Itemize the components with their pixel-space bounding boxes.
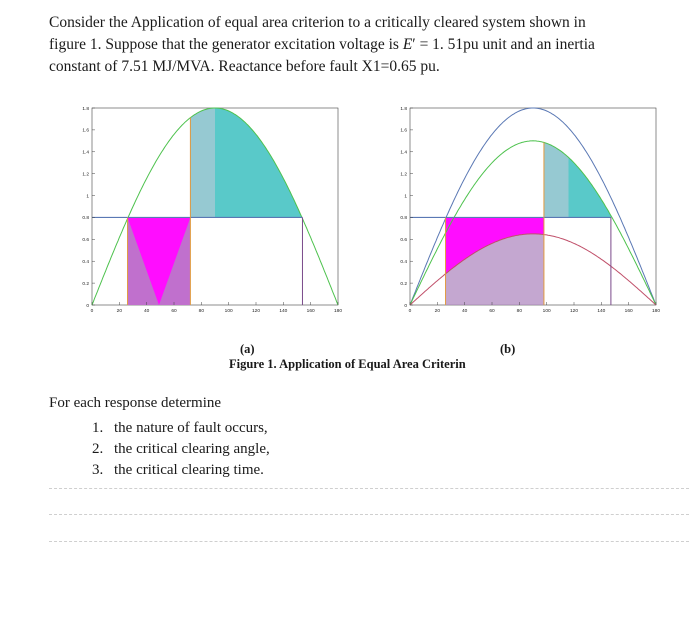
y-tick-label: 0.8 <box>400 216 407 222</box>
x-tick-label: 140 <box>597 309 606 314</box>
y-tick-label: 0.4 <box>82 260 89 266</box>
question-list <box>92 418 270 481</box>
y-tick-label: 0.2 <box>400 281 407 287</box>
problem-line-2 <box>49 34 687 56</box>
problem-line-3: constant of 7.51 MJ/MVA. Reactance before fault X1=0.65 pu. <box>49 58 440 75</box>
x-tick-label: 0 <box>408 309 412 314</box>
y-tick-label: 1.6 <box>400 128 407 134</box>
chart-b-svg <box>388 100 668 322</box>
problem-line-2a: figure 1. Suppose that the generator excitation voltage is <box>49 36 403 53</box>
x-tick-label: 40 <box>461 309 468 314</box>
x-tick-label: 80 <box>516 309 523 314</box>
x-tick-label: 120 <box>251 309 261 314</box>
problem-statement <box>49 12 687 78</box>
x-tick-label: 60 <box>489 309 495 314</box>
y-tick-label: 1.2 <box>82 172 89 178</box>
x-tick-label: 100 <box>542 309 551 314</box>
decelerating-highlight <box>190 108 215 217</box>
x-tick-label: 20 <box>116 309 123 314</box>
question-number: 2. <box>92 441 104 457</box>
y-tick-label: 0.4 <box>400 260 407 266</box>
y-tick-label: 0.6 <box>400 238 407 244</box>
x-tick-label: 120 <box>569 309 579 314</box>
x-tick-label: 20 <box>434 309 441 314</box>
voltage-symbol: E <box>402 36 413 53</box>
x-tick-label: 140 <box>279 309 288 314</box>
question-item <box>92 460 270 481</box>
answer-line[interactable] <box>49 541 689 542</box>
figure-label-a: (a) <box>240 342 255 356</box>
y-tick-label: 1.8 <box>82 106 89 112</box>
figure-caption: Figure 1. Application of Equal Area Criterin <box>229 357 466 371</box>
figure-a-chart <box>70 100 350 322</box>
x-tick-label: 160 <box>624 309 633 314</box>
x-tick-label: 160 <box>306 309 315 314</box>
problem-line-2b: = 1. 51pu unit and an inertia <box>415 36 595 53</box>
y-tick-label: 1.8 <box>400 106 407 112</box>
x-tick-label: 100 <box>224 309 233 314</box>
y-tick-label: 0 <box>86 303 89 309</box>
answer-line[interactable] <box>49 514 689 515</box>
x-tick-label: 180 <box>651 309 661 314</box>
x-tick-label: 180 <box>333 309 343 314</box>
figure-b-chart <box>388 100 668 322</box>
chart-a-svg <box>70 100 350 322</box>
question-number: 3. <box>92 462 104 478</box>
question-text: the critical clearing angle, <box>114 441 270 457</box>
question-text: the critical clearing time. <box>114 462 264 478</box>
question-number: 1. <box>92 420 104 436</box>
x-tick-label: 0 <box>90 309 94 314</box>
y-tick-label: 1.4 <box>82 150 89 156</box>
question-item <box>92 439 270 460</box>
figure-label-b: (b) <box>500 342 516 356</box>
y-tick-label: 1.2 <box>400 172 407 178</box>
y-tick-label: 1.4 <box>400 150 407 156</box>
x-tick-label: 80 <box>198 309 205 314</box>
question-item <box>92 418 270 439</box>
question-text: the nature of fault occurs, <box>114 420 268 436</box>
y-tick-label: 1 <box>404 194 407 200</box>
answer-line[interactable] <box>49 488 689 489</box>
y-tick-label: 1 <box>86 194 89 200</box>
x-tick-label: 60 <box>171 309 177 314</box>
y-tick-label: 0 <box>404 303 407 309</box>
y-tick-label: 0.2 <box>82 281 89 287</box>
question-prompt: For each response determine <box>49 395 222 411</box>
problem-line-1: Consider the Application of equal area criterion to a critically cleared system shown in <box>49 14 586 31</box>
y-tick-label: 0.6 <box>82 238 89 244</box>
prime-symbol: ′ <box>412 36 416 53</box>
x-tick-label: 40 <box>143 309 150 314</box>
y-tick-label: 0.8 <box>82 216 89 222</box>
y-tick-label: 1.6 <box>82 128 89 134</box>
